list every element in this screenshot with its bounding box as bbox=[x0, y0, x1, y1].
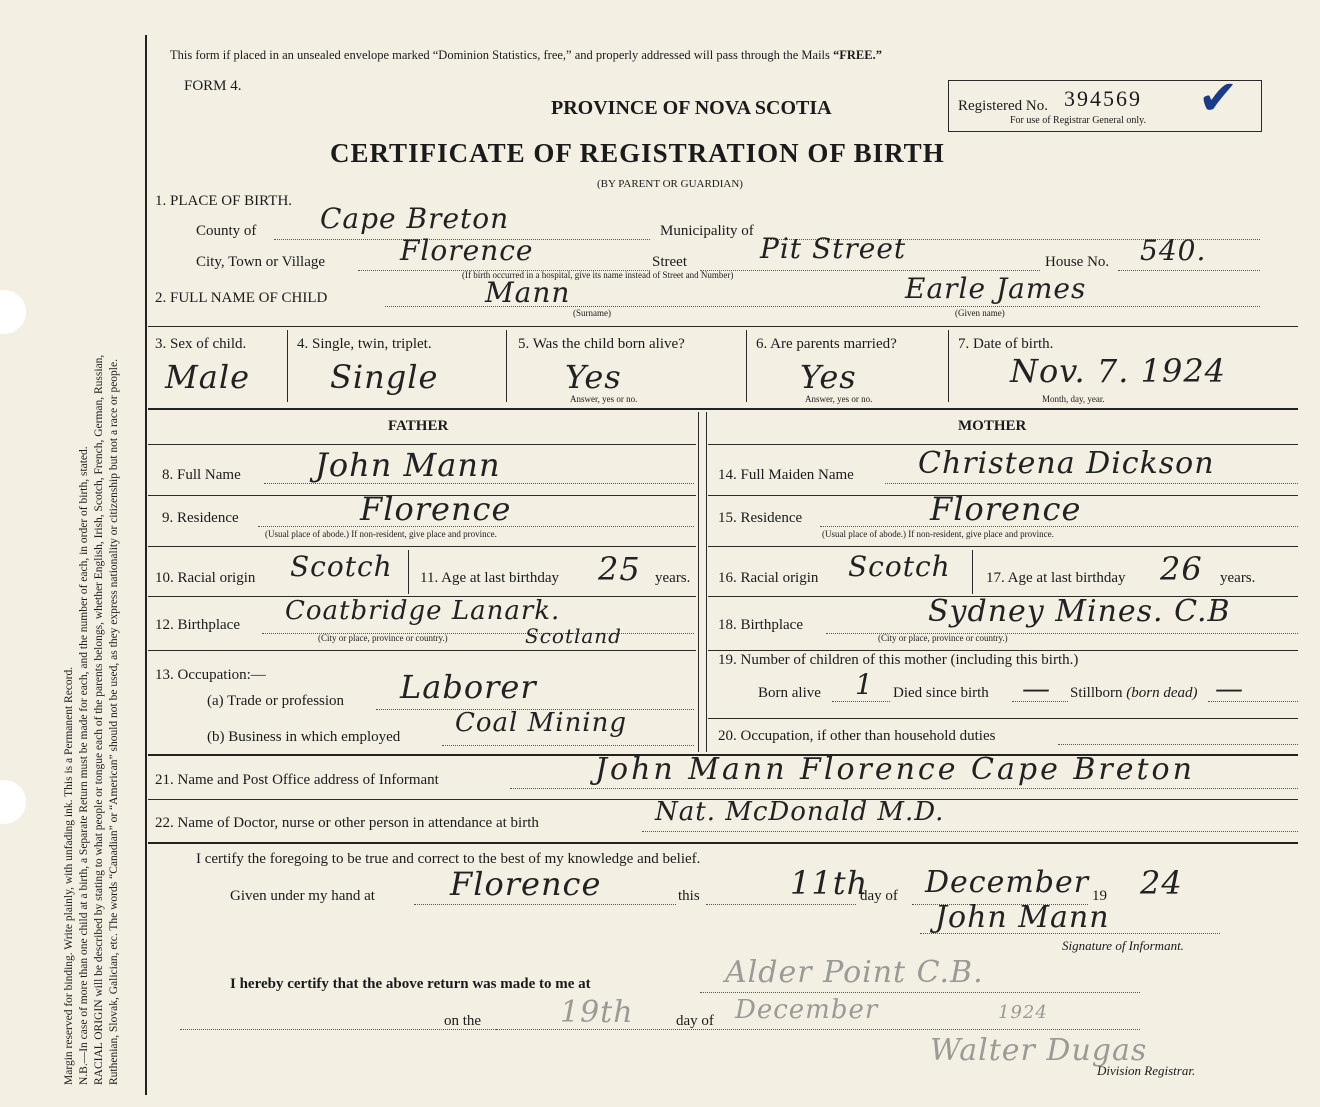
mother-name-value: Christena Dickson bbox=[918, 446, 1215, 481]
mother-occupation-label: 20. Occupation, if other than household duties bbox=[718, 728, 996, 744]
father-birthplace-label: 12. Birthplace bbox=[155, 617, 240, 633]
day-value: 11th bbox=[790, 864, 869, 902]
mother-name-label: 14. Full Maiden Name bbox=[718, 467, 854, 483]
mail-notice bbox=[170, 48, 882, 63]
hospital-note: (If birth occurred in a hospital, give its name instead of Street and Number) bbox=[462, 270, 734, 280]
registrar-place-line bbox=[700, 992, 1140, 993]
mother-age-label: 17. Age at last birthday bbox=[986, 570, 1126, 586]
doctor-line bbox=[642, 831, 1298, 832]
father-trade-value: Laborer bbox=[400, 668, 537, 706]
on-the-label: on the bbox=[444, 1013, 482, 1029]
divider-heading-left bbox=[148, 444, 696, 445]
divider-cert-top bbox=[148, 842, 1298, 844]
dob-value: Nov. 7. 1924 bbox=[1010, 352, 1227, 390]
registered-number: 394569 bbox=[1064, 86, 1142, 111]
informant-signature: John Mann bbox=[935, 900, 1110, 935]
day-line bbox=[706, 904, 856, 905]
divider-12-left bbox=[148, 650, 696, 651]
registrar-year-value: 1924 bbox=[998, 1002, 1048, 1023]
registrar-statement: I hereby certify that the above return was made to me at bbox=[230, 976, 591, 992]
father-residence-value: Florence bbox=[360, 490, 512, 528]
margin-line-1: Margin reserved for binding. Write plainly, with unfading ink. This is a Permanent Record. bbox=[63, 666, 75, 1085]
registrar-signature-label: Division Registrar. bbox=[1097, 1063, 1196, 1078]
municipality-label: Municipality of bbox=[660, 223, 754, 239]
alive-label: 5. Was the child born alive? bbox=[518, 336, 685, 352]
father-birthplace-note: (City or place, province or country.) bbox=[318, 633, 448, 643]
father-heading: FATHER bbox=[388, 418, 449, 434]
father-name-label: 8. Full Name bbox=[162, 467, 241, 483]
child-surname-value: Mann bbox=[485, 276, 571, 309]
binding-border bbox=[145, 35, 147, 1095]
mail-notice-text: This form if placed in an unsealed envelope marked “Dominion Statistics, free,” and properly addressed will pass through the Mails bbox=[170, 48, 834, 62]
born-alive-label: Born alive bbox=[758, 685, 821, 701]
mother-children-label: 19. Number of children of this mother (including this birth.) bbox=[718, 652, 1079, 668]
county-value: Cape Breton bbox=[320, 202, 510, 235]
doctor-value: Nat. McDonald M.D. bbox=[655, 797, 945, 827]
given-label: Given under my hand at bbox=[230, 888, 375, 904]
margin-line-2: N.B.—In case of more than one child at a birth, a Separate Return must be made for each, and the number of each, in order of birth, stated. bbox=[78, 446, 90, 1085]
father-occupation-label: 13. Occupation:— bbox=[155, 667, 266, 683]
margin-line-3: RACIAL ORIGIN will be described by stating to what people or tongue each of the parents belongs, whether English, Irish, Scotch, French, German, Russian, bbox=[93, 354, 105, 1085]
stillborn-label bbox=[1070, 685, 1198, 702]
father-name-value: John Mann bbox=[315, 446, 501, 484]
dob-note: Month, day, year. bbox=[1042, 394, 1105, 404]
divider-row3-top bbox=[148, 326, 1298, 327]
registrar-month-value: December bbox=[735, 995, 879, 1025]
registered-label: Registered No. bbox=[958, 98, 1048, 114]
certificate-title: CERTIFICATE OF REGISTRATION OF BIRTH bbox=[330, 138, 945, 168]
mother-birthplace-value: Sydney Mines. C.B bbox=[928, 594, 1231, 629]
born-alive-value: 1 bbox=[855, 668, 874, 701]
registrar-day-value: 19th bbox=[560, 995, 634, 1030]
mother-age-unit: years. bbox=[1220, 570, 1256, 586]
given-place-value: Florence bbox=[450, 865, 602, 903]
divider-15-right bbox=[708, 546, 1298, 547]
divider-heading-right bbox=[708, 444, 1298, 445]
year-value: 24 bbox=[1140, 864, 1183, 902]
father-trade-label: (a) Trade or profession bbox=[207, 693, 345, 709]
informant-label: 21. Name and Post Office address of Informant bbox=[155, 772, 439, 788]
father-age-value: 25 bbox=[598, 550, 641, 588]
informant-value: John Mann Florence Cape Breton bbox=[595, 752, 1195, 787]
died-value: — bbox=[1022, 672, 1051, 705]
county-label: County of bbox=[196, 223, 257, 239]
plurality-value: Single bbox=[330, 358, 439, 396]
certificate-subtitle: (BY PARENT OR GUARDIAN) bbox=[597, 178, 743, 190]
house-value: 540. bbox=[1140, 234, 1207, 267]
sex-label: 3. Sex of child. bbox=[155, 336, 247, 352]
alive-value: Yes bbox=[565, 358, 622, 396]
city-label: City, Town or Village bbox=[196, 254, 326, 270]
margin-notes bbox=[62, 35, 122, 1085]
province-heading: PROVINCE OF NOVA SCOTIA bbox=[551, 97, 832, 119]
street-label: Street bbox=[652, 254, 687, 270]
stillborn-note: (born dead) bbox=[1126, 685, 1198, 701]
divider-18-right bbox=[708, 650, 1298, 651]
given-note: (Given name) bbox=[955, 308, 1005, 318]
mother-age-value: 26 bbox=[1160, 550, 1203, 588]
punch-hole-bottom bbox=[0, 780, 26, 824]
year-prefix: 19 bbox=[1092, 888, 1107, 904]
father-birthplace-value-2: Scotland bbox=[525, 624, 622, 648]
father-business-label: (b) Business in which employed bbox=[207, 729, 401, 745]
mother-residence-note: (Usual place of abode.) If non-resident, give place and province. bbox=[822, 529, 1054, 539]
father-residence-note: (Usual place of abode.) If non-resident, give place and province. bbox=[265, 529, 497, 539]
father-age-label: 11. Age at last birthday bbox=[420, 570, 559, 586]
margin-line-4: Ruthenian, Slovak, Galician, etc. The words “Canadian” or “American” should not be used, as they express nationality or citizenship but not a race or people. bbox=[108, 359, 120, 1085]
day-of-label: day of bbox=[860, 888, 898, 904]
divider-10-11 bbox=[408, 550, 409, 594]
mother-racial-label: 16. Racial origin bbox=[718, 570, 819, 586]
divider-parents-center-a bbox=[698, 412, 699, 752]
child-name-label: 2. FULL NAME OF CHILD bbox=[155, 290, 328, 306]
street-value: Pit Street bbox=[760, 232, 907, 265]
informant-line bbox=[510, 788, 1298, 789]
check-mark-icon: ✔ bbox=[1198, 72, 1239, 125]
divider-3-4 bbox=[287, 330, 288, 402]
house-label: House No. bbox=[1045, 254, 1110, 270]
married-label: 6. Are parents married? bbox=[756, 336, 897, 352]
divider-16-17 bbox=[972, 550, 973, 594]
father-birthplace-value: Coatbridge Lanark. bbox=[285, 596, 561, 626]
plurality-label: 4. Single, twin, triplet. bbox=[297, 336, 432, 352]
mother-birthplace-label: 18. Birthplace bbox=[718, 617, 803, 633]
father-racial-label: 10. Racial origin bbox=[155, 570, 256, 586]
father-business-value: Coal Mining bbox=[455, 708, 628, 738]
divider-parents-center-b bbox=[706, 412, 707, 752]
given-place-line bbox=[414, 904, 676, 905]
registrar-note: For use of Registrar General only. bbox=[1010, 115, 1146, 126]
father-age-unit: years. bbox=[655, 570, 691, 586]
punch-hole-top bbox=[0, 290, 26, 334]
stillborn-text: Stillborn bbox=[1070, 685, 1123, 701]
doctor-label: 22. Name of Doctor, nurse or other person in attendance at birth bbox=[155, 815, 539, 831]
registrar-place-value: Alder Point C.B. bbox=[725, 955, 984, 990]
cert-statement: I certify the foregoing to be true and correct to the best of my knowledge and belief. bbox=[196, 851, 701, 867]
registrar-day-of-label: day of bbox=[676, 1013, 714, 1029]
divider-19-right bbox=[708, 718, 1298, 719]
married-value: Yes bbox=[800, 358, 857, 396]
house-line bbox=[1118, 270, 1260, 271]
father-business-line bbox=[442, 745, 694, 746]
divider-6-7 bbox=[948, 330, 949, 402]
mother-heading: MOTHER bbox=[958, 418, 1027, 434]
month-value: December bbox=[925, 865, 1090, 900]
this-label: this bbox=[678, 888, 700, 904]
mother-name-line bbox=[885, 483, 1298, 484]
married-note: Answer, yes or no. bbox=[805, 394, 873, 404]
father-racial-value: Scotch bbox=[290, 550, 393, 583]
divider-4-5 bbox=[506, 330, 507, 402]
dob-label: 7. Date of birth. bbox=[958, 336, 1054, 352]
mail-notice-free: “FREE.” bbox=[833, 48, 882, 62]
mother-birthplace-note: (City or place, province or country.) bbox=[878, 633, 1008, 643]
sex-value: Male bbox=[165, 358, 251, 396]
registrar-signature: Walter Dugas bbox=[930, 1033, 1148, 1068]
died-label: Died since birth bbox=[893, 685, 989, 701]
form-number: FORM 4. bbox=[184, 78, 242, 94]
mother-residence-label: 15. Residence bbox=[718, 510, 803, 526]
divider-5-6 bbox=[746, 330, 747, 402]
mother-residence-value: Florence bbox=[930, 490, 1082, 528]
signature-label: Signature of Informant. bbox=[1062, 938, 1184, 953]
street-line bbox=[700, 270, 1040, 271]
place-of-birth-label: 1. PLACE OF BIRTH. bbox=[155, 193, 293, 209]
mother-occupation-line bbox=[1058, 744, 1298, 745]
surname-note: (Surname) bbox=[573, 308, 611, 318]
born-alive-line bbox=[832, 701, 890, 702]
stillborn-value: — bbox=[1215, 672, 1244, 705]
father-residence-label: 9. Residence bbox=[162, 510, 239, 526]
alive-note: Answer, yes or no. bbox=[570, 394, 638, 404]
divider-9-left bbox=[148, 546, 696, 547]
mother-racial-value: Scotch bbox=[848, 550, 951, 583]
divider-parents-top bbox=[148, 408, 1298, 410]
city-value: Florence bbox=[400, 234, 534, 267]
child-given-value: Earle James bbox=[905, 272, 1087, 305]
